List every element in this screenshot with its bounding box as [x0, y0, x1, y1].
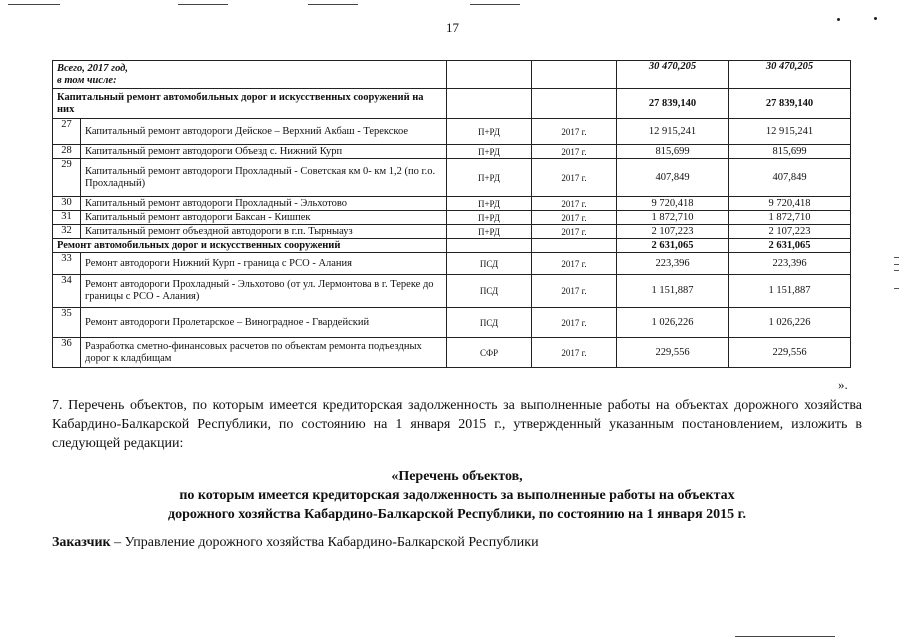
row-number-cell: 30 [53, 197, 81, 211]
object-name-cell: Капитальный ремонт автодороги Прохладный - Эльхотово [81, 197, 447, 211]
object-name-cell: Ремонт автодороги Прохладный - Эльхотово (от ул. Лермонтова в г. Тереке до границы с РСО - Алания) [81, 275, 447, 308]
group-amount-cell: 27 839,140 [729, 89, 851, 119]
row-number-cell: 34 [53, 275, 81, 308]
row-number-cell: 32 [53, 225, 81, 239]
customer-label: Заказчик [52, 535, 111, 550]
row-number-cell: 29 [53, 159, 81, 197]
amount-cell: 815,699 [617, 145, 729, 159]
amount-cell: 815,699 [729, 145, 851, 159]
heading-line: по которым имеется кредиторская задолженность за выполненные работы на объектах [179, 488, 735, 503]
table-row [53, 239, 851, 253]
group-amount-cell: 27 839,140 [617, 89, 729, 119]
year-cell: 2017 г. [532, 275, 617, 308]
table-row [53, 197, 851, 211]
scan-artifact-line [470, 4, 520, 5]
work-type-cell: П+РД [447, 119, 532, 145]
table-row [53, 159, 851, 197]
work-type-cell: ПСД [447, 253, 532, 275]
scan-artifact-mark [894, 270, 899, 271]
work-type-cell: СФР [447, 338, 532, 368]
work-type-cell: ПСД [447, 275, 532, 308]
total-amount-cell: 30 470,205 [617, 61, 729, 89]
work-type-cell: П+РД [447, 211, 532, 225]
table-row [53, 89, 851, 119]
amount-cell: 229,556 [729, 338, 851, 368]
empty-cell [447, 239, 532, 253]
amount-cell: 2 107,223 [729, 225, 851, 239]
amount-cell: 407,849 [617, 159, 729, 197]
paragraph-7: 7. Перечень объектов, по которым имеется кредиторская задолженность за выполненные работы на объектах дорожного хозяйства Кабардино-Балкарской Республики, по состоянию на 1 января 2015 г., утвержденный указанным постановлением, изложить в следующей редакции: [52, 398, 862, 451]
total-label-cell [53, 61, 447, 89]
amount-cell: 407,849 [729, 159, 851, 197]
work-type-cell: П+РД [447, 197, 532, 211]
empty-cell [532, 239, 617, 253]
table-row [53, 225, 851, 239]
amount-cell: 2 107,223 [617, 225, 729, 239]
amount-cell: 229,556 [617, 338, 729, 368]
list-heading [52, 467, 862, 524]
work-type-cell: П+РД [447, 145, 532, 159]
object-name-cell: Ремонт автодороги Нижний Курп - граница с РСО - Алания [81, 253, 447, 275]
table-row [53, 145, 851, 159]
year-cell: 2017 г. [532, 119, 617, 145]
empty-cell [447, 61, 532, 89]
year-cell: 2017 г. [532, 211, 617, 225]
amount-cell: 12 915,241 [729, 119, 851, 145]
amount-cell: 9 720,418 [729, 197, 851, 211]
empty-cell [532, 61, 617, 89]
closing-quote: ». [838, 377, 848, 392]
work-type-cell: П+РД [447, 225, 532, 239]
page-number: 17 [446, 20, 459, 35]
total-sublabel: в том числе: [57, 74, 117, 86]
object-name-cell: Капитальный ремонт объездной автодороги в г.п. Тырныауз [81, 225, 447, 239]
amount-cell: 1 872,710 [729, 211, 851, 225]
object-name-cell: Капитальный ремонт автодороги Объезд с. Нижний Курп [81, 145, 447, 159]
group-amount-cell: 2 631,065 [617, 239, 729, 253]
amount-cell: 1 151,887 [729, 275, 851, 308]
object-name-cell: Капитальный ремонт автодороги Прохладный - Советская км 0- км 1,2 (по г.о. Прохладный) [81, 159, 447, 197]
row-number-cell: 33 [53, 253, 81, 275]
table-row [53, 61, 851, 89]
object-name-cell: Капитальный ремонт автодороги Баксан - Кишпек [81, 211, 447, 225]
year-cell: 2017 г. [532, 197, 617, 211]
empty-cell [447, 89, 532, 119]
year-cell: 2017 г. [532, 159, 617, 197]
total-amount-cell: 30 470,205 [729, 61, 851, 89]
table-row [53, 275, 851, 308]
row-number-cell: 31 [53, 211, 81, 225]
amount-cell: 1 872,710 [617, 211, 729, 225]
object-name-cell: Разработка сметно-финансовых расчетов по объектам ремонта подъездных дорог к кладбищам [81, 338, 447, 368]
row-number-cell: 27 [53, 119, 81, 145]
heading-line: дорожного хозяйства Кабардино-Балкарской Республики, по состоянию на 1 января 2015 г. [168, 507, 746, 522]
amount-cell: 1 026,226 [729, 308, 851, 338]
row-number-cell: 36 [53, 338, 81, 368]
row-number-cell: 35 [53, 308, 81, 338]
amount-cell: 1 026,226 [617, 308, 729, 338]
scan-artifact-mark [894, 264, 899, 265]
scan-artifact-mark [894, 288, 899, 289]
customer-text: – Управление дорожного хозяйства Кабардино-Балкарской Республики [110, 535, 539, 550]
amount-cell: 223,396 [617, 253, 729, 275]
scan-artifact-line [308, 4, 358, 5]
row-number-cell: 28 [53, 145, 81, 159]
year-cell: 2017 г. [532, 225, 617, 239]
work-type-cell: ПСД [447, 308, 532, 338]
table-body [53, 61, 851, 368]
object-name-cell: Ремонт автодороги Пролетарское – Виноградное - Гвардейский [81, 308, 447, 338]
year-cell: 2017 г. [532, 338, 617, 368]
scan-artifact-mark [894, 257, 899, 258]
object-name-cell: Капитальный ремонт автодороги Дейское – Верхний Акбаш - Терекское [81, 119, 447, 145]
table-row [53, 211, 851, 225]
table-row [53, 253, 851, 275]
total-label: Всего, 2017 год, [57, 62, 129, 74]
scan-artifact-line [178, 4, 228, 5]
amount-cell: 223,396 [729, 253, 851, 275]
customer-line [52, 535, 539, 551]
year-cell: 2017 г. [532, 308, 617, 338]
work-type-cell: П+РД [447, 159, 532, 197]
heading-line: «Перечень объектов, [391, 469, 523, 484]
year-cell: 2017 г. [532, 145, 617, 159]
year-cell: 2017 г. [532, 253, 617, 275]
table-row [53, 338, 851, 368]
amount-cell: 1 151,887 [617, 275, 729, 308]
scan-artifact-line [735, 636, 835, 637]
group-amount-cell: 2 631,065 [729, 239, 851, 253]
empty-cell [532, 89, 617, 119]
budget-table [52, 60, 851, 368]
amount-cell: 12 915,241 [617, 119, 729, 145]
amount-cell: 9 720,418 [617, 197, 729, 211]
scan-artifact-line [8, 4, 60, 5]
group-label-cell: Ремонт автомобильных дорог и искусственных сооружений [53, 239, 447, 253]
group-label-cell: Капитальный ремонт автомобильных дорог и искусственных сооружений на них [53, 89, 447, 119]
table-row [53, 308, 851, 338]
table-row [53, 119, 851, 145]
